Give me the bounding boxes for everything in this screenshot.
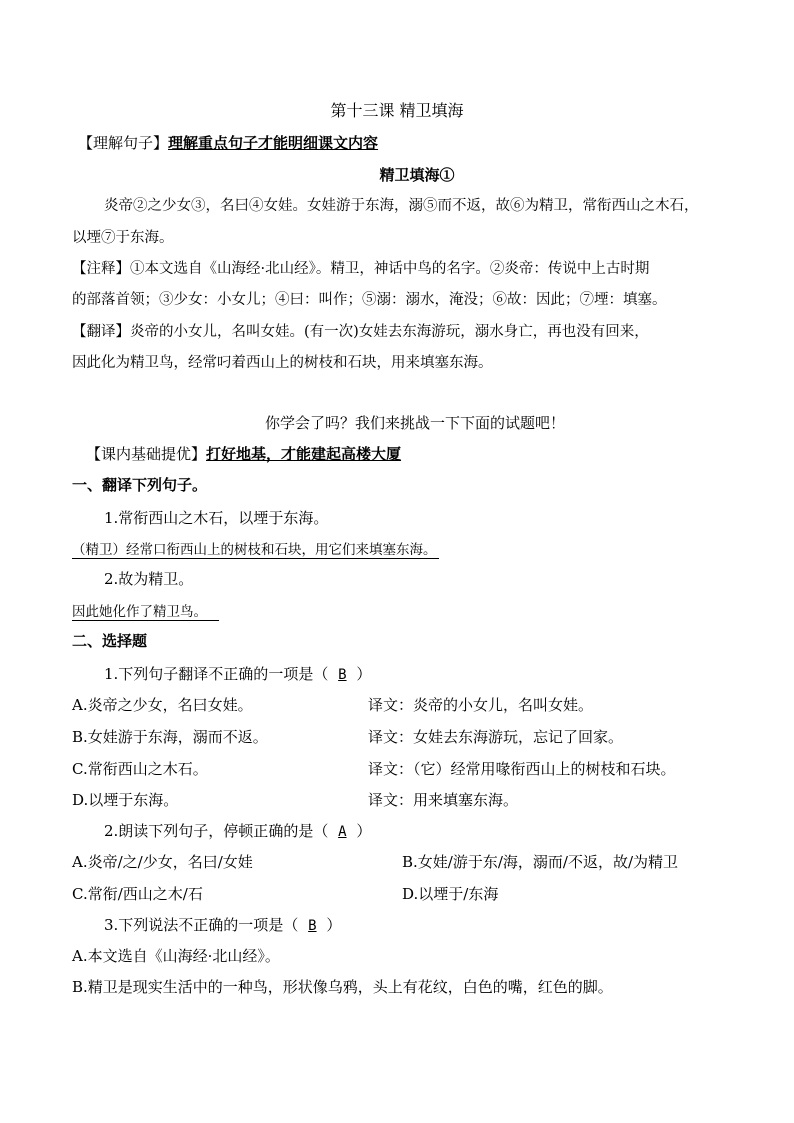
notes-line-2: 的部落首领；③少女：小女儿；④曰：叫作；⑤溺：溺水，淹没；⑥故：因此；⑦堙：填塞。 — [72, 292, 667, 308]
question-close: ） — [356, 822, 372, 840]
notes-line-1: 【注释】①本文选自《山海经·北山经》。精卫，神话中鸟的名字。②炎帝：传说中上古时期 — [72, 261, 650, 277]
q3-option-b: B.精卫是现实生活中的一种鸟，形状像乌鸦，头上有花纹，白色的嘴，红色的脚。 — [72, 978, 613, 996]
section-tag: 【理解句子】 — [78, 134, 169, 152]
translation-line-1: 【翻译】炎帝的小女儿，名叫女娃。(有一次)女娃去东海游玩，溺水身亡，再也没有回来， — [72, 324, 649, 340]
q1-option-d-translation: 译文：用来填塞东海。 — [368, 791, 519, 809]
q1-option-d: D.以堙于东海。 — [72, 791, 179, 809]
q1-option-a-translation: 译文：炎帝的小女儿，名叫女娃。 — [368, 696, 594, 714]
answer-blank: A — [338, 824, 347, 840]
section-tag: 【课内基础提优】 — [86, 445, 207, 463]
question-stem: 1.下列句子翻译不正确的一项是（ — [104, 665, 329, 683]
section-heading: 打好地基，才能建起高楼大厦 — [206, 445, 402, 463]
section-understand-sentences — [78, 132, 378, 154]
section-heading: 理解重点句子才能明细课文内容 — [168, 134, 379, 152]
section-basic-practice — [86, 443, 401, 465]
q1-option-c-translation: 译文：（它）经常用喙衔西山上的树枝和石块。 — [368, 760, 676, 778]
classical-text-line-1: 炎帝②之少女③，名曰④女娃。女娃游于东海，溺⑤而不返，故⑥为精卫，常衔西山之木石， — [104, 198, 699, 214]
part1-answer-2: 因此她化作了精卫鸟。 — [72, 604, 219, 621]
q1-option-b: B.女娃游于东海，溺而不返。 — [72, 728, 268, 746]
page-title: 第十三课 精卫填海 — [330, 101, 464, 120]
text-title: 精卫填海① — [379, 166, 455, 184]
part2-question-1 — [104, 663, 371, 686]
answer-blank: B — [308, 918, 317, 934]
part1-answer-1: （精卫）经常口衔西山上的树枝和石块，用它们来填塞东海。 — [72, 542, 437, 558]
part1-heading: 一、翻译下列句子。 — [72, 476, 208, 494]
q1-option-c: C.常衔西山之木石。 — [72, 760, 208, 778]
q1-option-b-translation: 译文：女娃去东海游玩，忘记了回家。 — [368, 728, 624, 746]
part1-question-2: 2.故为精卫。 — [104, 570, 194, 588]
question-close: ） — [326, 916, 342, 934]
q3-option-a: A.本文选自《山海经·北山经》。 — [72, 947, 280, 965]
q1-option-a: A.炎帝之少女，名曰女娃。 — [72, 696, 253, 714]
part2-question-2 — [104, 820, 371, 843]
part2-heading: 二、选择题 — [72, 632, 148, 650]
part1-question-1: 1.常衔西山之木石，以堙于东海。 — [104, 509, 329, 527]
q2-option-b: B.女娃/游于东/海，溺而/不返，故/为精卫 — [402, 853, 679, 871]
translation-line-2: 因此化为精卫鸟，经常叼着西山上的树枝和石块，用来填塞东海。 — [72, 355, 493, 371]
question-close: ） — [356, 665, 372, 683]
q2-option-c: C.常衔/西山之木/石 — [72, 885, 203, 903]
answer-blank: B — [338, 667, 347, 683]
question-stem: 2.朗读下列句子，停顿正确的是（ — [104, 822, 329, 840]
q2-option-a: A.炎帝/之/少女，名曰/女娃 — [72, 853, 253, 871]
classical-text-line-2: 以堙⑦于东海。 — [72, 230, 174, 246]
challenge-prompt: 你学会了吗？我们来挑战一下下面的试题吧！ — [264, 414, 565, 432]
question-stem: 3.下列说法不正确的一项是（ — [104, 916, 299, 934]
part2-question-3 — [104, 914, 341, 937]
q2-option-d: D.以堙于/东海 — [402, 885, 499, 903]
